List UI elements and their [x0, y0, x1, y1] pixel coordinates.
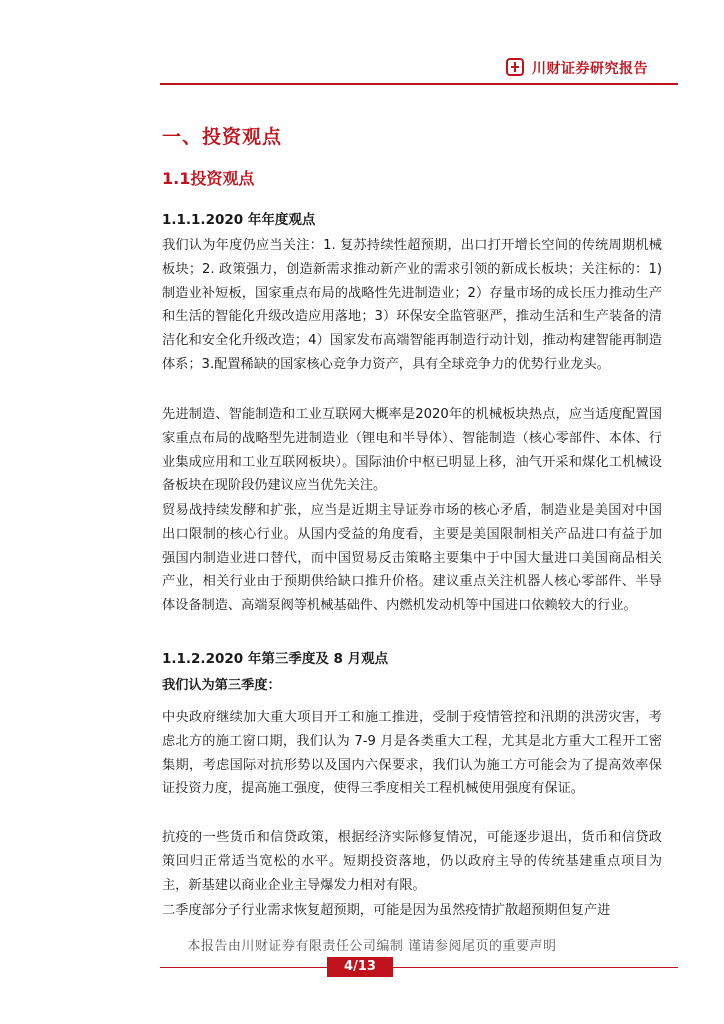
paragraph-q3-lead: 我们认为第三季度： — [162, 678, 281, 693]
paragraph-trade-war: 贸易战持续发酵和扩张，应当是近期主导证券市场的核心矛盾，制造业是美国对中国出口限制的核心行业。从国内受益的角度看，主要是美国限制相关产品进口有益于加强国内制造业进口替代，而中国贸易反击策略主要集中于中国大量进口美国商品相关产业，相关行业由于预期供给缺口推升价格。建议重点关注机器人核心零部件、半导体设备制造、高端泵阀等机械基础件、内燃机发动机等中国进口依赖较大的行业。 — [162, 503, 662, 614]
header-title: 川财证券研究报告 — [532, 61, 648, 77]
section-title: 一、投资观点 — [162, 126, 283, 148]
header-divider — [160, 83, 678, 85]
paragraph-annual-view: 我们认为年度仍应当关注：1. 复苏持续性超预期，出口打开增长空间的传统周期机械板块；2. 政策强力，创造新需求推动新产业的需求引领的新成长板块；关注标的：1)制造业补短板，国家重点布局的战略性先进制造业；2）存量市场的成长压力推动生产和生活的智能化升级改造应用落地；3）环保安全监管驱严，推动生活和生产装备的清洁化和安全化升级改造；4）国家发布高端智能再制造行动计划，推动构建智能再制造体系；3.配置稀缺的国家核心竞争力资产，具有全球竞争力的优势行业龙头。 — [162, 238, 662, 372]
subsection-title: 1.1投资观点 — [162, 169, 255, 188]
paragraph-q2: 二季度部分子行业需求恢复超预期，可能是因为虽然疫情扩散超预期但复产进 — [162, 903, 611, 918]
subsubsection-annual: 1.1.1.2020 年年度观点 — [162, 212, 316, 228]
company-logo-icon — [506, 58, 524, 76]
footer-divider — [160, 967, 678, 968]
footer-disclaimer: 本报告由川财证券有限责任公司编制 谨请参阅尾页的重要声明 — [187, 939, 557, 954]
paragraph-advanced-manufacturing: 先进制造、智能制造和工业互联网大概率是2020年的机械板块热点，应当适度配置国家重点布局的战略型先进制造业（锂电和半导体）、智能制造（核心零部件、本体、行业集成应用和工业互联网板块）。国际油价中枢已明显上移，油气开采和煤化工机械设备板块在现阶段仍建议应当优先关注。 — [162, 407, 662, 494]
page-number: 4/13 — [327, 957, 393, 977]
paragraph-central-gov: 中央政府继续加大重大项目开工和施工推进，受制于疫情管控和汛期的洪涝灾害，考虑北方的施工窗口期，我们认为 7-9 月是各类重大工程，尤其是北方重大工程开工密集期，考虑国际对抗形势以及国内六保要求，我们认为施工方可能会为了提高效率保证投资力度，提高施工强度，使得三季度相关工程机械使用强度有保证。 — [162, 710, 662, 797]
paragraph-monetary: 抗疫的一些货币和信贷政策，根据经济实际修复情况，可能逐步退出，货币和信贷政策回归正常适当宽松的水平。短期投资落地，仍以政府主导的传统基建重点项目为主，新基建以商业企业主导爆发力相对有限。 — [162, 830, 662, 893]
report-header — [506, 58, 676, 80]
subsubsection-q3: 1.1.2.2020 年第三季度及 8 月观点 — [162, 651, 389, 667]
